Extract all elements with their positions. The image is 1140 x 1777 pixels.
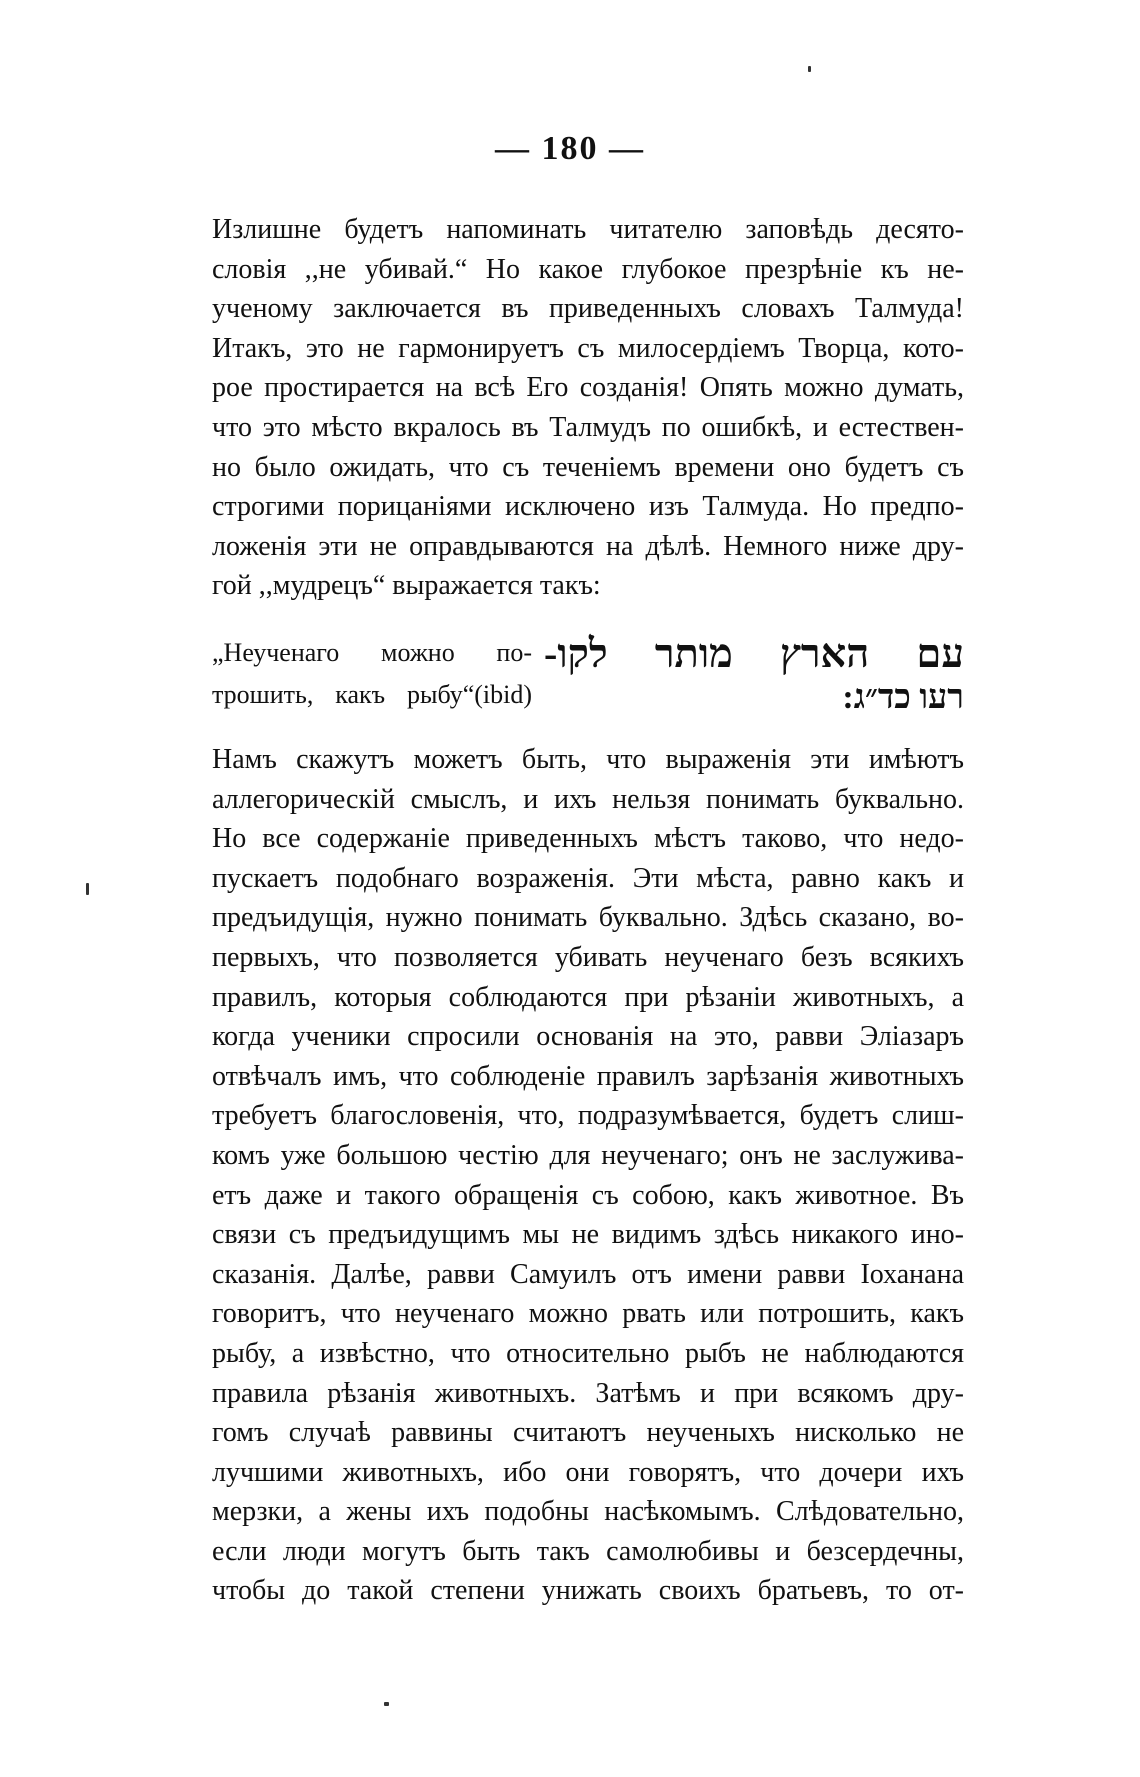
text-line: правила рѣзанія животныхъ. Затѣмъ и при всякомъ дру- [212,1377,964,1409]
text-line: словія ,,не убивай.“ Но какое глубокое презрѣніе къ не- [212,253,964,285]
quote-russian [212,632,532,716]
quote-russian-line: „Неученаго можно по- [212,638,532,667]
text-line: Итакъ, это не гармонируетъ съ милосердіемъ Творца, кото- [212,332,964,364]
text-line: но было ожидать, что съ теченіемъ времени оно будетъ съ [212,451,964,483]
quote-hebrew-line: עם הארץ מותר לקו- [544,631,964,676]
text-line: рое простирается на всѣ Его созданія! Опять можно думать, [212,372,964,404]
text-line: Но все содержаніе приведенныхъ мѣстъ таково, что недо- [212,823,964,855]
paragraph-1 [212,210,964,606]
text-line: мерзки, а жены ихъ подобны насѣкомымъ. Слѣдовательно, [212,1496,964,1528]
text-line: что это мѣсто вкралось въ Талмудъ по ошибкѣ, и естествен- [212,411,964,443]
scan-speck [808,66,811,72]
text-line: правилъ, которыя соблюдаются при рѣзаніи животныхъ, а [212,981,964,1013]
text-line: аллегорическій смыслъ, и ихъ нельзя понимать буквально. [212,783,964,815]
text-line: гой ,,мудрецъ“ выражается такъ: [212,570,601,602]
scan-speck [86,883,89,895]
quote-hebrew-line: רעו כד״ג: [842,679,964,716]
text-line: ложенія эти не оправдываются на дѣлѣ. Немного ниже дру- [212,530,964,562]
text-line: связи съ предъидущимъ мы не видимъ здѣсь никакого ино- [212,1219,964,1251]
text-line: сказанія. Далѣе, равви Самуилъ отъ имени равви Іоханана [212,1258,964,1290]
text-line: строгими порицаніями исключено изъ Талмуда. Но предпо- [212,491,964,523]
text-line: предъидущія, нужно понимать буквально. Здѣсь сказано, во- [212,902,964,934]
text-line: отвѣчалъ имъ, что соблюденіе правилъ зарѣзанія животныхъ [212,1060,964,1092]
text-line: требуетъ благословенія, что, подразумѣвается, будетъ слиш- [212,1100,964,1132]
scan-speck [384,1702,389,1706]
text-line: Намъ скажутъ можетъ быть, что выраженія эти имѣютъ [212,744,964,775]
text-line: ученому заключается въ приведенныхъ словахъ Талмуда! [212,293,964,325]
text-line: чтобы до такой степени унижать своихъ братьевъ, то от- [212,1575,964,1607]
text-line: если люди могутъ быть такъ самолюбивы и безсердечны, [212,1535,964,1567]
paragraph-2 [212,740,964,1611]
text-line: лучшими животныхъ, ибо они говорятъ, что дочери ихъ [212,1456,964,1488]
text-line: рыбу, а извѣстно, что относительно рыбъ не наблюдаются [212,1337,964,1369]
quote-russian-line: трошить, какъ рыбу“(ibid) [212,680,532,709]
text-line: первыхъ, что позволяется убивать неученаго безъ всякихъ [212,941,964,973]
text-line: когда ученики спросили основанія на это, равви Эліазаръ [212,1021,964,1053]
text-line: пускаетъ подобнаго возраженія. Эти мѣста, равно какъ и [212,862,964,894]
text-line: комъ уже большою честію для неученаго; онъ не заслужива- [212,1139,964,1171]
page-number: — 180 — [495,130,645,167]
talmud-quote [212,632,964,720]
text-line: гомъ случаѣ раввины считаютъ неученыхъ нисколько не [212,1417,964,1449]
text-line: етъ даже и такого обращенія съ собою, какъ животное. Въ [212,1179,964,1211]
text-line: Излишне будетъ напоминать читателю заповѣдь десято- [212,214,964,245]
text-line: говоритъ, что неученаго можно рвать или потрошить, какъ [212,1298,964,1330]
quote-hebrew [544,632,964,720]
